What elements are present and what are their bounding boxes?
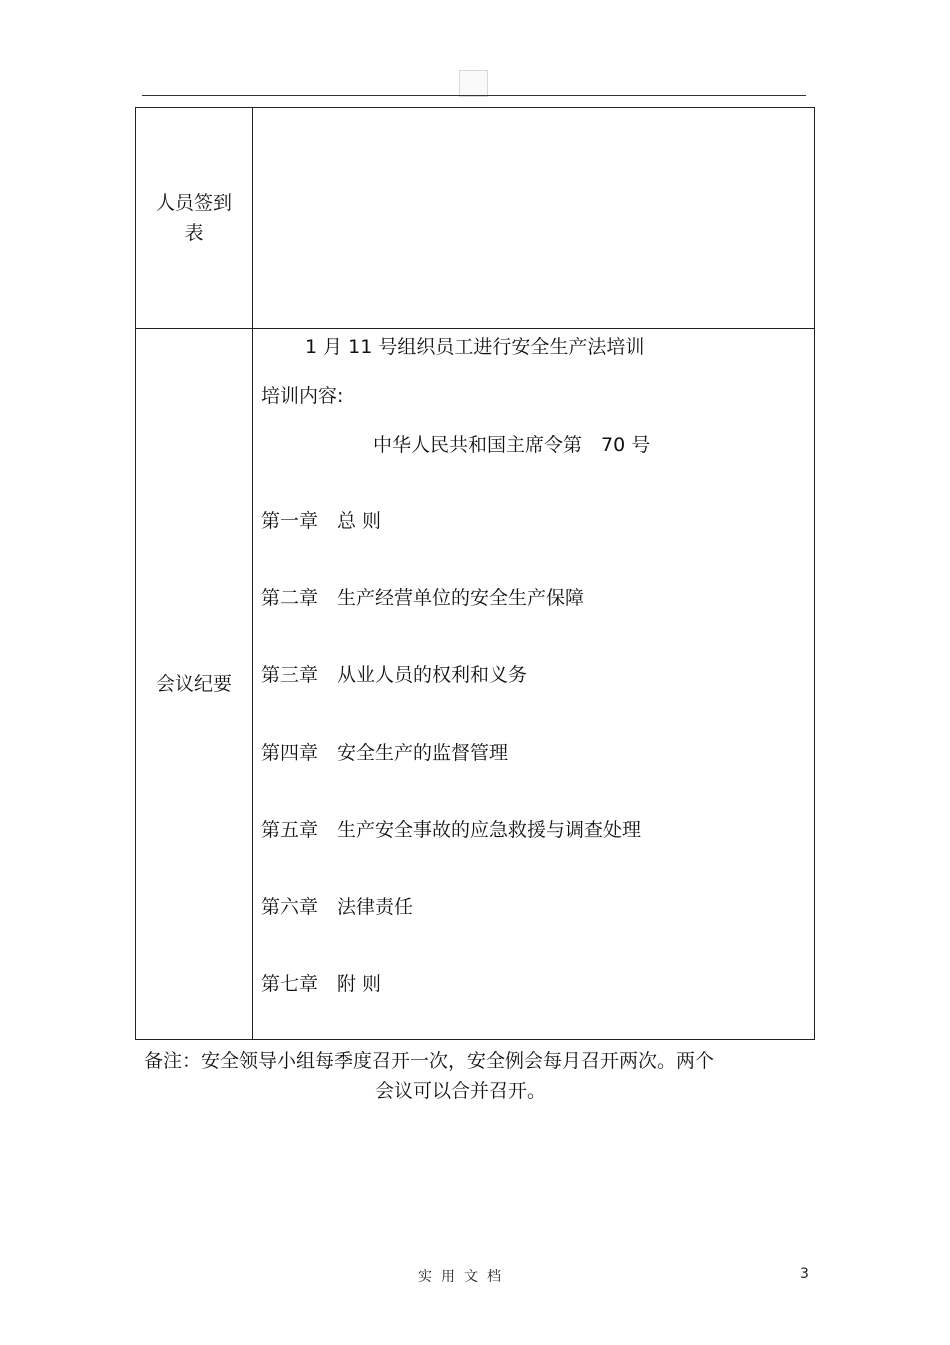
- header-rule: [142, 95, 806, 96]
- minutes-label-cell: [136, 329, 253, 1040]
- chapter-5: 第五章 生产安全事故的应急救援与调查处理: [261, 819, 642, 841]
- minutes-row: [136, 329, 815, 1040]
- content-label: 培训内容:: [261, 385, 344, 407]
- sign-in-label: 人员签到表: [155, 192, 232, 244]
- note-line-2: 会议可以合并召开。: [375, 1080, 547, 1102]
- note-line-1: 备注：安全领导小组每季度召开一次，安全例会每月召开两次。两个: [144, 1050, 715, 1072]
- minutes-content-cell: [253, 329, 815, 1040]
- meeting-record-table: [135, 107, 815, 1040]
- page-number: 3: [800, 1266, 809, 1282]
- minutes-heading: 1 月 11 号组织员工进行安全生产法培训: [305, 336, 645, 358]
- sign-in-content-cell: [253, 108, 815, 329]
- header-logo-placeholder: [459, 70, 488, 97]
- chapter-4: 第四章 安全生产的监督管理: [261, 742, 509, 764]
- minutes-label: 会议纪要: [155, 673, 232, 695]
- chapter-6: 第六章 法律责任: [261, 896, 414, 918]
- footer-title: 实用文档: [418, 1269, 510, 1285]
- decree-line: 中华人民共和国主席令第 70 号: [373, 434, 651, 456]
- chapter-2: 第二章 生产经营单位的安全生产保障: [261, 587, 585, 609]
- sign-in-row: [136, 108, 815, 329]
- chapter-1: 第一章 总 则: [261, 510, 382, 532]
- chapter-7: 第七章 附 则: [261, 973, 382, 995]
- sign-in-label-cell: [136, 108, 253, 329]
- chapter-3: 第三章 从业人员的权利和义务: [261, 664, 528, 686]
